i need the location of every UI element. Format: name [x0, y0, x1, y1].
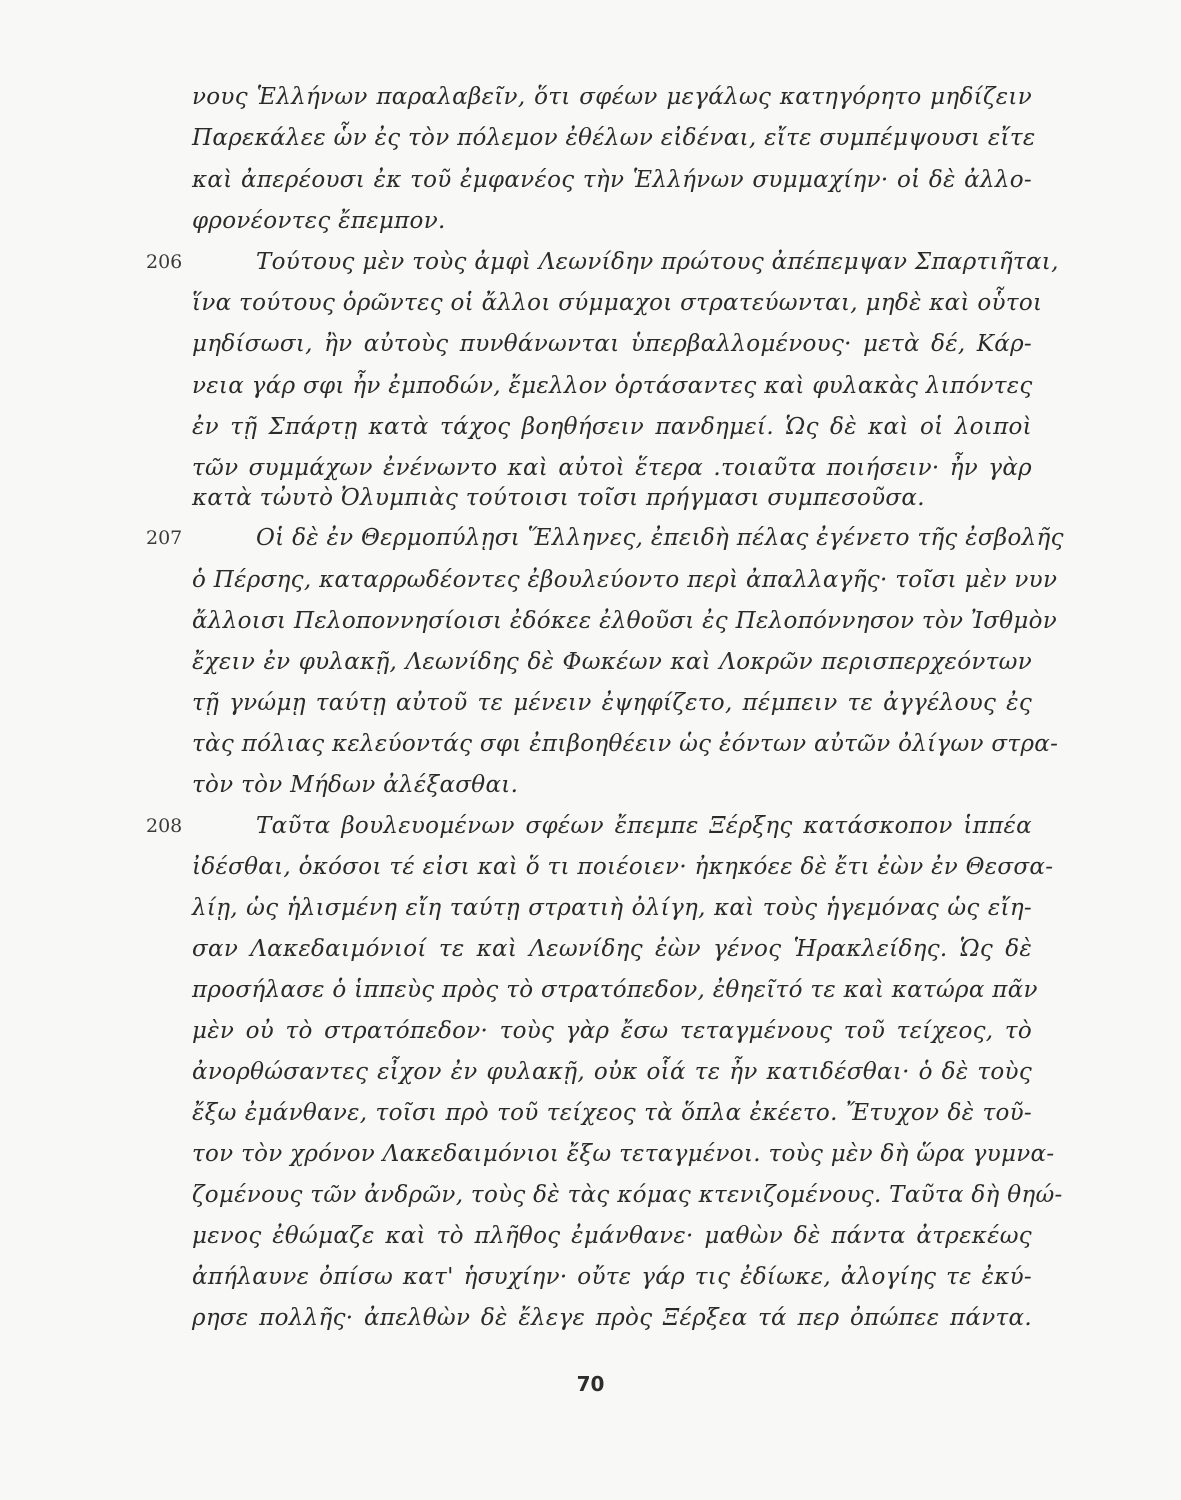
text-line: τῶν συμμάχων ἐνένωντο καὶ αὐτοὶ ἕτερα .τοιαῦτα ποιήσειν· ἦν γὰρ: [192, 455, 1032, 481]
text-line: ἀνορθώσαντες εἶχον ἐν φυλακῇ, οὐκ οἷά τε ἦν κατιδέσθαι· ὁ δὲ τοὺς: [192, 1059, 1032, 1085]
text-line: καὶ ἀπερέουσι ἐκ τοῦ ἐμφανέος τὴν Ἑλλήνων συμμαχίην· οἱ δὲ ἀλλο-: [192, 167, 1032, 193]
text-line: νεια γάρ σφι ἦν ἐμποδών, ἔμελλον ὁρτάσαντες καὶ φυλακὰς λιπόντες: [192, 373, 1033, 399]
text-line: μηδίσωσι, ἢν αὐτοὺς πυνθάνωνται ὑπερβαλλομένους· μετὰ δέ, Κάρ-: [192, 331, 1032, 357]
text-line: ἀπήλαυνε ὀπίσω κατ' ἡσυχίην· οὔτε γάρ τις ἐδίωκε, ἀλογίης τε ἐκύ-: [192, 1264, 1032, 1290]
text-line: Οἱ δὲ ἐν Θερμοπύλῃσι Ἕλληνες, ἐπειδὴ πέλας ἐγένετο τῆς ἐσβολῆς: [256, 525, 1064, 551]
text-line: τὸν τὸν Μήδων ἀλέξασθαι.: [192, 772, 519, 798]
text-line: ἄλλοισι Πελοποννησίοισι ἐδόκεε ἐλθοῦσι ἐς Πελοπόννησον τὸν Ἰσθμὸν: [192, 608, 1058, 634]
text-line: ἐν τῇ Σπάρτῃ κατὰ τάχος βοηθήσειν πανδημεί. Ὡς δὲ καὶ οἱ λοιποὶ: [192, 414, 1032, 440]
text-line: κατὰ τὠυτὸ Ὀλυμπιὰς τούτοισι τοῖσι πρήγμασι συμπεσοῦσα.: [192, 485, 925, 511]
text-line: τον τὸν χρόνον Λακεδαιμόνιοι ἔξω τεταγμένοι. τοὺς μὲν δὴ ὥρα γυμνα-: [192, 1141, 1055, 1167]
text-line: προσήλασε ὁ ἱππεὺς πρὸς τὸ στρατόπεδον, ἐθηεῖτό τε καὶ κατώρα πᾶν: [192, 977, 1038, 1003]
section-number-208: 208: [146, 815, 183, 837]
text-line: φρονέοντες ἔπεμπον.: [192, 208, 446, 234]
page-number: 70: [576, 1372, 605, 1396]
text-line: νους Ἑλλήνων παραλαβεῖν, ὅτι σφέων μεγάλως κατηγόρητο μηδίζειν: [192, 84, 1032, 110]
text-line: τὰς πόλιας κελεύοντάς σφι ἐπιβοηθέειν ὡς ἐόντων αὐτῶν ὀλίγων στρα-: [192, 731, 1059, 757]
section-number-206: 206: [146, 251, 183, 273]
text-line: μὲν οὐ τὸ στρατόπεδον· τοὺς γὰρ ἔσω τεταγμένους τοῦ τείχεος, τὸ: [192, 1018, 1032, 1044]
text-line: ἵνα τούτους ὁρῶντες οἱ ἄλλοι σύμμαχοι στρατεύωνται, μηδὲ καὶ οὗτοι: [192, 290, 1043, 316]
text-line: ζομένους τῶν ἀνδρῶν, τοὺς δὲ τὰς κόμας κτενιζομένους. Ταῦτα δὴ θηώ-: [192, 1182, 1063, 1208]
text-line: ἔχειν ἐν φυλακῇ, Λεωνίδης δὲ Φωκέων καὶ Λοκρῶν περισπερχεόντων: [192, 649, 1032, 675]
text-line: μενος ἐθώμαζε καὶ τὸ πλῆθος ἐμάνθανε· μαθὼν δὲ πάντα ἀτρεκέως: [192, 1223, 1032, 1249]
text-line: ρησε πολλῆς· ἀπελθὼν δὲ ἔλεγε πρὸς Ξέρξεα τά περ ὀπώπεε πάντα.: [192, 1305, 1032, 1331]
text-line: τῇ γνώμῃ ταύτῃ αὐτοῦ τε μένειν ἐψηφίζετο, πέμπειν τε ἀγγέλους ἐς: [192, 690, 1032, 716]
text-line: Ταῦτα βουλευομένων σφέων ἔπεμπε Ξέρξης κατάσκοπον ἱππέα: [256, 813, 1032, 839]
text-line: Παρεκάλεε ὧν ἐς τὸν πόλεμον ἐθέλων εἰδέναι, εἴτε συμπέμψουσι εἴτε: [192, 125, 1036, 151]
text-line: λίῃ, ὡς ἡλισμένη εἴη ταύτῃ στρατιὴ ὀλίγη, καὶ τοὺς ἡγεμόνας ὡς εἴη-: [192, 895, 1032, 921]
text-line: ἰδέσθαι, ὁκόσοι τέ εἰσι καὶ ὅ τι ποιέοιεν· ἠκηκόεε δὲ ἔτι ἐὼν ἐν Θεσσα-: [192, 854, 1054, 880]
text-line: ἔξω ἐμάνθανε, τοῖσι πρὸ τοῦ τείχεος τὰ ὅπλα ἐκέετο. Ἔτυχον δὲ τοῦ-: [192, 1100, 1032, 1126]
section-number-207: 207: [146, 527, 183, 549]
text-line: Τούτους μὲν τοὺς ἀμφὶ Λεωνίδην πρώτους ἀπέπεμψαν Σπαρτιῆται,: [256, 249, 1059, 275]
text-line: σαν Λακεδαιμόνιοί τε καὶ Λεωνίδης ἐὼν γένος Ἡρακλείδης. Ὡς δὲ: [192, 936, 1032, 962]
text-line: ὁ Πέρσης, καταρρωδέοντες ἐβουλεύοντο περὶ ἀπαλλαγῆς· τοῖσι μὲν νυν: [192, 567, 1058, 593]
